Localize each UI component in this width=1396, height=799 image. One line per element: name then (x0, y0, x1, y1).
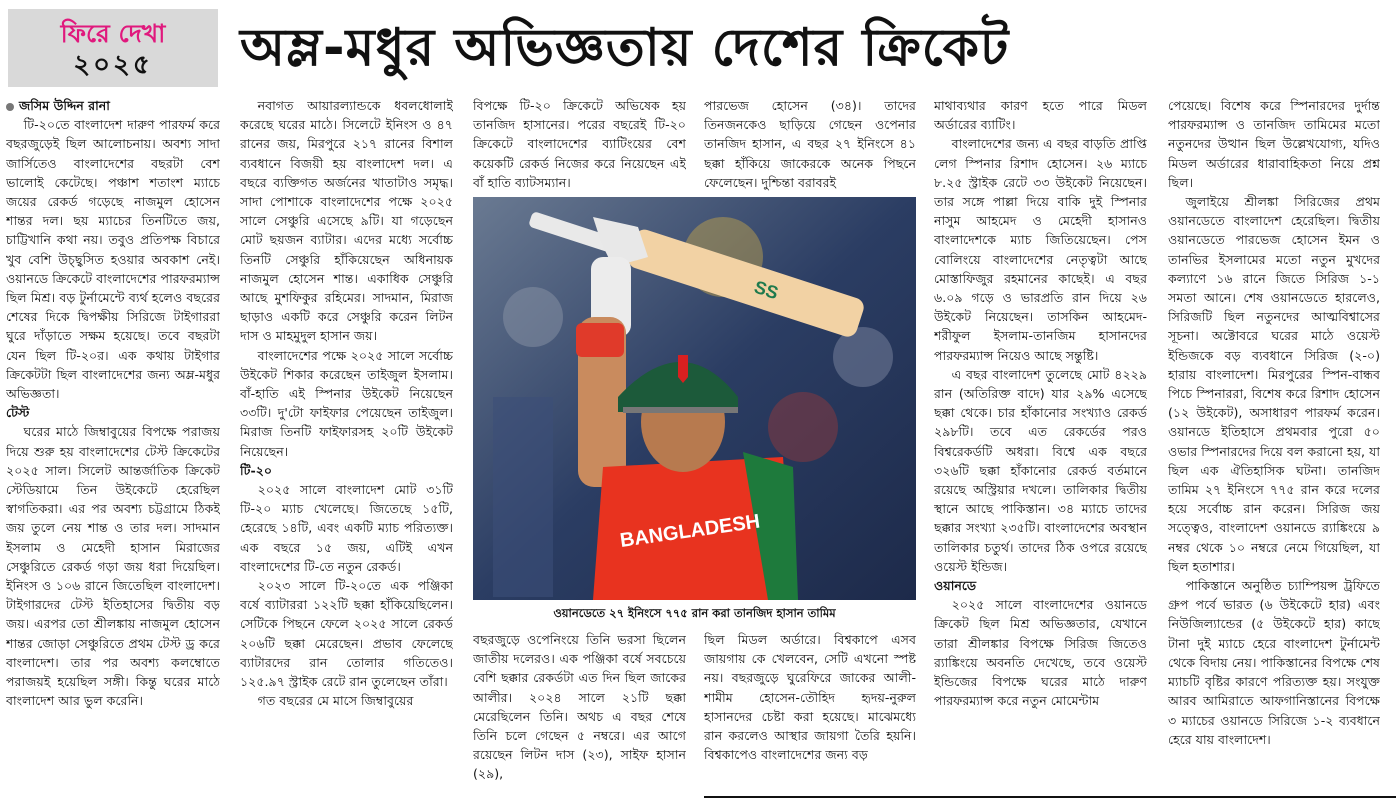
article-column-3-bottom (473, 630, 686, 790)
bullet-icon (6, 103, 14, 111)
subheading-t20: টি-২০ (240, 462, 273, 478)
paragraph: ঘরের মাঠে জিম্বাবুয়ের বিপক্ষে পরাজয় দিয়ে শুরু হয় বাংলাদেশের টেস্ট ক্রিকেটের ২০২৫ সাল। সিলেট আন্তর্জাতিক ক্রিকেট স্টেডিয়ামে তিন উইকেটে হেরেছিল স্বাগতিকরা। এর পর অবশ্য চট্টগ্রামে ঠিকই জয় তুলে নেয় শান্ত ও তার দল। সাদমান ইসলাম ও মেহেদী হাসান মিরাজের সেঞ্চুরিতে রেকর্ড গড়া জয় ধরা দিয়েছিল। ইনিংস ও ১০৬ রানে জিতেছিল বাংলাদেশ। টাইগারদের টেস্ট ইতিহাসের দ্বিতীয় বড় জয়। এরপর তো শ্রীলঙ্কায় নাজমুল হোসেন শান্তর জোড়া সেঞ্চুরিতে প্রথম টেস্ট ড্র করে বাংলাদেশ। তার পর অবশ্য কলম্বোতে পরাজয়ই হয়েছিল সঙ্গী। কিন্তু ঘরের মাঠে বাংলাদেশ আর ভুল করেনি। (6, 424, 220, 709)
paragraph: ২০২৫ সালে বাংলাদেশের ওয়ানডে ক্রিকেট ছিল মিশ্র অভিজ্ঞতার, যেখানে তারা শ্রীলঙ্কার বিপক্ষে সিরিজ জিতেও র‍্যাঙ্কিংয়ে অবনতি দেখেছে, তবে ওয়েস্ট ইন্ডিজের বিপক্ষে ঘরের মাঠে দারুণ পারফরম্যান্স করে নতুন মোমেন্টাম (934, 597, 1147, 709)
article-column-4-bottom (704, 630, 916, 790)
badge-label: ফিরে দেখা (60, 19, 166, 48)
paragraph: বাংলাদেশের জন্য এ বছর বাড়তি প্রাপ্তি লেগ স্পিনার রিশাদ হোসেন। ২৬ ম্যাচে ৮.২৫ স্ট্রাইক রেটে ৩৩ উইকেট নিয়েছেন। তার সঙ্গে পাল্লা দিয়ে বাকি দুই স্পিনার নাসুম আহমেদ ও মেহেদী হাসানও বাংলাদেশকে ম্যাচ জিতিয়েছেন। পেস বোলিংয়ে বাংলাদেশের নেতৃত্বটা আছে মোস্তাফিজুর রহমানের কাছেই। এ বছর ৬.০৯ গড়ে ও ভারপ্রতি রান দিয়ে ২৬ উইকেট নিয়েছেন। তাসকিন আহমেদ-শরীফুল ইসলাম-তানজিম হাসানদের পারফরম্যান্স নিয়েও আছে সন্তুষ্টি। (934, 136, 1147, 363)
paragraph: এ বছর বাংলাদেশ তুলেছে মোট ৪২২৯ রান (অতিরিক্ত বাদে) যার ২৯% এসেছে ছক্কা থেকে। চার হাঁকানোর সংখ্যাও রেকর্ড ২৯৮টি। তবে এত রেকর্ডের পরও বিশ্বরেকর্ডটি অধরা। বিশ্বে এক বছরে ৩২৬টি ছক্কা হাঁকানোর রেকর্ড বর্তমানে রয়েছে অস্ট্রিয়ার দখলে। তালিকার দ্বিতীয় স্থানে আছে পাকিস্তান। ৩৪ ম্যাচে তাদের ছক্কার সংখ্যা ২৩৫টি। বাংলাদেশের অবস্থান তালিকার চতুর্থ। তাদের ঠিক ওপরে রয়েছে ওয়েস্ট ইন্ডিজ। (934, 366, 1147, 574)
article-column-6 (1168, 96, 1380, 786)
photo-caption: ওয়ানডেতে ২৭ ইনিংসে ৭৭৫ রান করা তানজিদ হাসান তামিম (553, 606, 836, 620)
jersey-text: BANGLADESH (618, 510, 762, 552)
badge-year: ২০২৫ (73, 50, 153, 80)
paragraph: ২০২৩ সালে টি-২০তে এক পঞ্জিকা বর্ষে ব্যাটাররা ১২২টি ছক্কা হাঁকিয়েছিলেন। সেটিকে পিছনে ফেলে ২০২৫ সালে রেকর্ড ২০৬টি ছক্কা মেরেছেন। প্রভাব ফেলেছে ব্যাটারদের রান তোলার গতিতেও। ১২৫.৯৭ স্ট্রাইক রেটে রান তুলেছেন তাঁরা। (240, 578, 453, 690)
paragraph: মাথাব্যথার কারণ হতে পারে মিডল অর্ডারের ব্যাটিং। (934, 98, 1147, 133)
subheading-test: টেস্ট (6, 405, 30, 421)
article-column-1 (6, 96, 220, 786)
subheading-odi: ওয়ানডে (934, 578, 977, 594)
paragraph: গত বছরের মে মাসে জিম্বাবুয়ের (257, 693, 414, 709)
paragraph: নবাগত আয়ারল্যান্ডকে ধবলধোলাই করেছে ঘরের মাঠে। সিলেটে ইনিংস ও ৪৭ রানের জয়, মিরপুরে ২১৭ রানের বিশাল ব্যবধানে বিজয়ী হয় বাংলাদেশ দল। এ বছরে ব্যক্তিগত অর্জনের খাতাটাও সমৃদ্ধ। সাদা পোশাকে বাংলাদেশের পক্ষে ২০২৫ সালে সেঞ্চুরি এসেছে ৯টি। যা গড়েছেন মোট ছয়জন ব্যাটার। এদের মধ্যে সর্বোচ্চ তিনটি সেঞ্চুরি হাঁকিয়েছেন অধিনায়ক নাজমুল হোসেন শান্ত। একাধিক সেঞ্চুরি আছে মুশফিকুর রহিমের। সাদমান, মিরাজ ছাড়াও একটি করে সেঞ্চুরি করেন লিটন দাস ও মাহমুদুল হাসান জয়। (240, 98, 453, 344)
paragraph: পাকিস্তানে অনুষ্ঠিত চ্যাম্পিয়ন্স ট্রফিতে গ্রুপ পর্বে ভারত (৬ উইকেটে হার) এবং নিউজিল্যান্ডের (৫ উইকেটে হার) কাছে টানা দুই ম্যাচে হেরে বাংলাদেশ টুর্নামেন্ট থেকে বিদায় নেয়। পাকিস্তানের বিপক্ষে শেষ ম্যাচটি বৃষ্টির কারণে পরিত্যক্ত হয়। সংযুক্ত আরব আমিরাতে আফগানিস্তানের বিপক্ষে ৩ ম্যাচের ওয়ানডে সিরিজে ১-২ ব্যবধানে হেরে যায় বাংলাদেশ। (1168, 578, 1380, 747)
paragraph: বাংলাদেশের পক্ষে ২০২৫ সালে সর্বোচ্চ উইকেট শিকার করেছেন তাইজুল ইসলাম। বাঁ-হাতি এই স্পিনার উইকেট নিয়েছেন ৩৩টি। দু'টো ফাইফার পেয়েছেন তাইজুল। মিরাজ তিনটি ফাইফারসহ ২০টি উইকেট নিয়েছেন। (240, 347, 453, 459)
cricketer-photo (473, 197, 916, 600)
paragraph: ২০২৫ সালে বাংলাদেশ মোট ৩১টি টি-২০ ম্যাচ খেলেছে। জিতেছে ১৫টি, হেরেছে ১৪টি, এবং একটি ম্যাচ পরিত্যক্ত। এক বছরে ১৫ জয়, এটিই এখন বাংলাদেশের টি-তে নতুন রেকর্ড। (240, 482, 453, 574)
paragraph: বিপক্ষে টি-২০ ক্রিকেটে অভিষেক হয় তানজিদ হাসানের। পরের বছরেই টি-২০ ক্রিকেটে বাংলাদেশের ব্যাটিংয়ের বেশ কয়েকটি রেকর্ড নিজের করে নিয়েছেন এই বাঁ হাতি ব্যাটসম্যান। (473, 98, 686, 190)
photo-illustration (473, 197, 916, 600)
article-column-4-top (704, 96, 916, 193)
paragraph: ছিল মিডল অর্ডারে। বিশ্বকাপে এসব জায়গায় কে খেলবেন, সেটি এখনো স্পষ্ট নয়। বছরজুড়ে ঘুরেফিরে জাকের আলী-শামীম হোসেন-তৌহিদ হৃদয়-নুরুল হাসানদের চেষ্টা করা হয়েছে। মাঝেমধ্যে রান করলেও আস্থার জায়গা তৈরি হয়নি। বিশ্বকাপেও বাংলাদেশের জন্য বড় (704, 632, 916, 763)
paragraph: বছরজুড়ে ওপেনিংয়ে তিনি ভরসা ছিলেন জাতীয় দলেরও। এক পঞ্জিকা বর্ষে সবচেয়ে বেশি ছক্কার রেকর্ডটা এত দিন ছিল জাকের আলীর। ২০২৪ সালে ২১টি ছক্কা মেরেছিলেন তিনি। অথচ এ বছর শেষে তিনি চলে গেছেন ৫ নম্বরে। এর আগে রয়েছেন লিটন দাস (২৩), সাইফ হাসান (২৯), (473, 632, 686, 782)
byline (6, 96, 220, 115)
bat-logo: SS (751, 276, 781, 304)
paragraph: পারভেজ হোসেন (৩৪)। তাদের তিনজনকেও ছাড়িয়ে গেছেন ওপেনার তানজিদ হাসান, এ বছর ২৭ ইনিংসে ৪১ ছক্কা হাঁকিয়ে জাকেরকে অনেক পিছনে ফেলেছেন। দুশ্চিন্তা বরাবরই (704, 98, 916, 190)
bottom-rule (704, 796, 1396, 798)
author-name: জসিম উদ্দিন রানা (19, 98, 110, 113)
headline: অম্ল-মধুর অভিজ্ঞতায় দেশের ক্রিকেট (240, 18, 1010, 78)
section-badge (8, 9, 218, 87)
paragraph: টি-২০তে বাংলাদেশ দারুণ পারফর্ম করে বছরজুড়েই ছিল আলোচনায়। অবশ্য সাদা জার্সিতেও বাংলাদেশের বছরটা বেশ ভালোই কেটেছে। পঞ্চাশ শতাংশ ম্যাচে জয়ের রেকর্ড গড়েছে নাজমুল হোসেন শান্তর দল। ছয় ম্যাচের তিনটিতে জয়, চাট্টিখানি কথা নয়। তবুও প্রতিপক্ষ বিচারে খুব বেশি উচ্ছ্বসিত হওয়ার অবকাশ নেই। ওয়ানডে ক্রিকেটে বাংলাদেশের পারফরম্যান্স ছিল মিশ্র। বড় টুর্নামেন্টে ব্যর্থ হলেও বছরের শেষের দিকে দ্বিপক্ষীয় সিরিজে টাইগাররা ঘুরে দাঁড়াতে সক্ষম হয়েছে। তবে বছরটা যেন ছিল টি-২০র। এক কথায় টাইগার ক্রিকেটটা ছিল বাংলাদেশের জন্য অম্ল-মধুর অভিজ্ঞতা। (6, 117, 220, 402)
article-column-2 (240, 96, 453, 786)
article-column-5 (934, 96, 1147, 786)
article-column-3-top (473, 96, 686, 193)
paragraph: পেয়েছে। বিশেষ করে স্পিনারদের দুর্দান্ত পারফরম্যান্স ও তানজিদ তামিমের মতো নতুনদের উত্থান ছিল উল্লেখযোগ্য, যদিও মিডল অর্ডারের ধারাবাহিকতা নিয়ে প্রশ্ন ছিল। (1168, 98, 1380, 190)
paragraph: জুলাইয়ে শ্রীলঙ্কা সিরিজের প্রথম ওয়ানডেতে বাংলাদেশ হেরেছিল। দ্বিতীয় ওয়ানডেতে পারভেজ হোসেন ইমন ও তানভির ইসলামের মতো নতুন মুখদের কল্যাণে ১৬ রানে জিতে সিরিজ ১-১ সমতা আনে। শেষ ওয়ানডেতে হারলেও, সিরিজটি ছিল নতুনদের আত্মবিশ্বাসের সূচনা। অক্টোবরে ঘরের মাঠে ওয়েস্ট ইন্ডিজকে বড় ব্যবধানে সিরিজ (২-০) হারায় বাংলাদেশ। মিরপুরের স্পিন-বান্ধব পিচে স্পিনাররা, বিশেষ করে রিশাদ হোসেন (১২ উইকেট), অসাধারণ পারফর্ম করেন। ওয়ানডে ইতিহাসে প্রথমবার পুরো ৫০ ওভার স্পিনারদের দিয়ে বল করানো হয়, যা ছিল এক ঐতিহাসিক ঘটনা। তানজিদ তামিম ২৭ ইনিংসে ৭৭৫ রান করে দলের হয়ে সর্বোচ্চ রান করেন। সিরিজ জয় সত্ত্বেও, বাংলাদেশ ওয়ানডে র‍্যাঙ্কিংয়ে ৯ নম্বর থেকে ১০ নম্বরে নেমে গিয়েছিল, যা ছিল হতাশার। (1168, 194, 1380, 574)
